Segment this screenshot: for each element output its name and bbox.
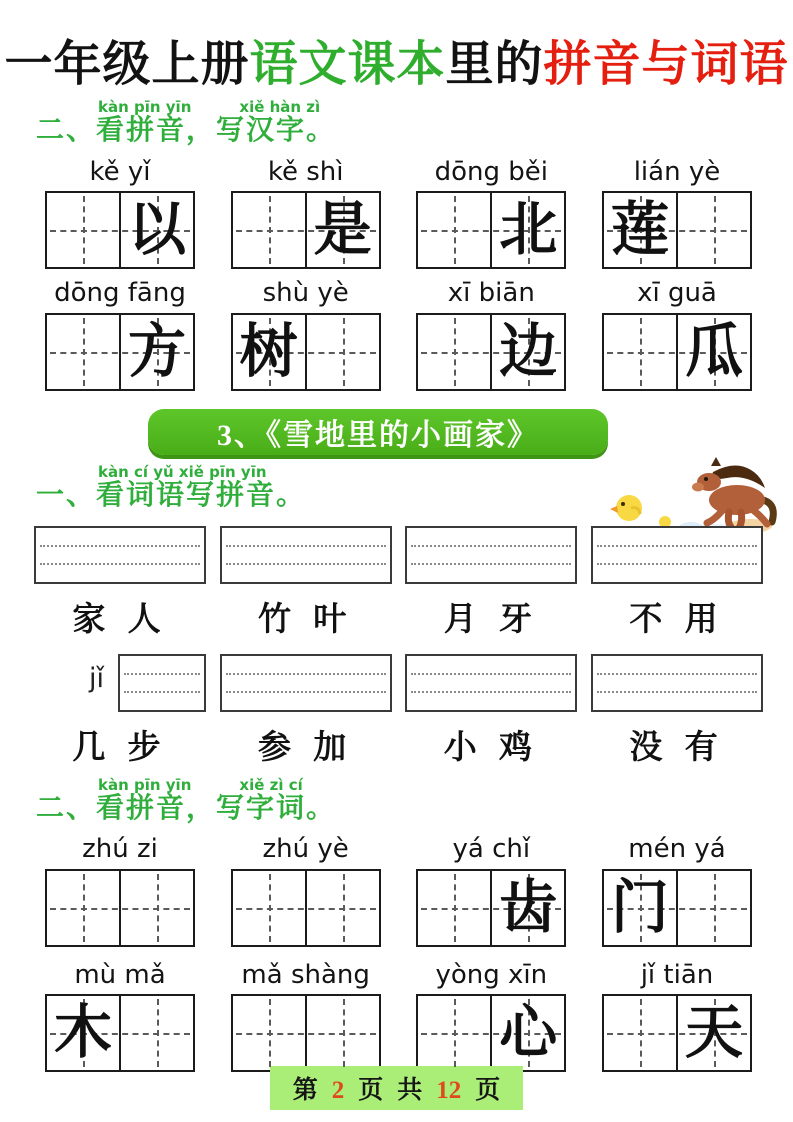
writing-cell (490, 315, 564, 389)
section-write-hanzi (36, 100, 793, 147)
writing-box (45, 994, 195, 1072)
answer-character: 方 (127, 318, 186, 384)
title-part-topic: 拼音与词语 (543, 38, 789, 91)
word-label: 参 加 (258, 729, 354, 766)
writing-box (45, 191, 195, 269)
section-pinyin-right: xiě hàn zì (239, 98, 321, 117)
writing-cell (119, 996, 193, 1070)
answer-character: 心 (499, 1000, 558, 1066)
answer-character: 门 (610, 874, 669, 940)
pinyin-label: dōng fāng (54, 278, 186, 309)
answer-character: 天 (684, 1000, 743, 1066)
writing-cell (604, 193, 676, 267)
pinyin-label: shù yè (262, 278, 349, 309)
writing-box (416, 313, 566, 391)
writing-cell (676, 315, 750, 389)
pinyin-writing-box (220, 526, 392, 584)
writing-box (416, 994, 566, 1072)
hanzi-row (0, 961, 793, 1073)
writing-cell (418, 193, 490, 267)
section-pinyin (98, 100, 793, 115)
writing-cell (418, 315, 490, 389)
writing-cell (418, 996, 490, 1070)
pinyin-label: yòng xīn (435, 959, 548, 990)
pinyin-label: dōng běi (434, 156, 548, 187)
section-label: 一、看词语写拼音。 (36, 479, 307, 511)
writing-cell (604, 996, 676, 1070)
hanzi-item (44, 158, 196, 270)
writing-box (45, 313, 195, 391)
writing-box (416, 191, 566, 269)
writing-cell (604, 315, 676, 389)
hanzi-item (230, 961, 382, 1073)
hanzi-row (0, 158, 793, 270)
hanzi-row (0, 835, 793, 947)
section-pinyin (98, 462, 793, 481)
writing-box (45, 869, 195, 947)
answer-character: 莲 (610, 197, 669, 263)
writing-cell (490, 996, 564, 1070)
hanzi-item (415, 835, 567, 947)
pinyin-label: mù mǎ (74, 959, 166, 990)
hanzi-item (230, 158, 382, 270)
hanzi-item (44, 961, 196, 1073)
word-row (0, 593, 793, 640)
pinyin-label: xī biān (447, 278, 535, 309)
title-part-middle: 里的 (445, 38, 544, 91)
pinyin-writing-box (405, 526, 577, 584)
writing-cell (490, 871, 564, 945)
lesson-banner-label: 3、《雪地里的小画家》 (217, 418, 539, 452)
writing-box (602, 313, 752, 391)
word-label: 不 用 (629, 601, 725, 638)
pinyin-label: mén yá (628, 834, 726, 865)
title-part-subject: 语文课本 (249, 38, 446, 91)
writing-cell (305, 315, 379, 389)
prefilled-pinyin-answer: jǐ (88, 663, 104, 695)
writing-cell (490, 193, 564, 267)
writing-cell (47, 193, 119, 267)
section-write-words (36, 775, 793, 825)
hanzi-item (601, 158, 753, 270)
section-label: 二、看拼音，写汉字。 (36, 115, 337, 147)
pinyin-writing-box (220, 654, 392, 712)
section-write-pinyin (36, 462, 793, 512)
hanzi-item (415, 279, 567, 391)
answer-character: 北 (499, 197, 558, 263)
hanzi-item (230, 835, 382, 947)
writing-box (602, 994, 752, 1072)
pinyin-label: xī guā (637, 278, 717, 309)
footer-suffix: 页 (475, 1077, 501, 1104)
pinyin-writing-box (34, 526, 206, 584)
writing-cell (233, 871, 305, 945)
word-label: 家 人 (72, 601, 168, 638)
writing-cell (47, 871, 119, 945)
answer-character: 边 (499, 318, 558, 384)
word-label: 小 鸡 (443, 729, 539, 766)
writing-cell (233, 315, 305, 389)
pinyin-label: jǐ tiān (640, 959, 714, 990)
footer-page-number: 2 (331, 1077, 345, 1104)
pinyin-writing-box (591, 654, 763, 712)
writing-cell (676, 193, 750, 267)
hanzi-item (44, 279, 196, 391)
page-indicator (270, 1066, 524, 1110)
writing-cell (604, 871, 676, 945)
writing-box (231, 994, 381, 1072)
writing-cell (119, 871, 193, 945)
hanzi-item (415, 961, 567, 1073)
hanzi-item (415, 158, 567, 270)
section-pinyin-left: kàn pīn yīn (98, 98, 192, 117)
pinyin-label: yá chǐ (452, 834, 531, 865)
answer-character: 瓜 (684, 318, 743, 384)
footer-mid1: 页 (358, 1077, 384, 1104)
writing-box (416, 869, 566, 947)
writing-cell (676, 871, 750, 945)
pinyin-writing-row (0, 526, 793, 584)
writing-box (602, 191, 752, 269)
writing-box (231, 313, 381, 391)
word-label: 竹 叶 (258, 601, 354, 638)
writing-cell (676, 996, 750, 1070)
writing-box (231, 191, 381, 269)
pinyin-label: zhú zi (82, 834, 158, 865)
pinyin-label: lián yè (633, 156, 721, 187)
writing-cell (305, 193, 379, 267)
pinyin-label: kě yǐ (89, 156, 151, 187)
answer-character: 齿 (499, 874, 558, 940)
footer-prefix: 第 (292, 1077, 318, 1104)
hanzi-item (44, 835, 196, 947)
hanzi-item (601, 835, 753, 947)
pinyin-writing-box (405, 654, 577, 712)
writing-cell (305, 996, 379, 1070)
footer-mid2: 共 (397, 1077, 423, 1104)
answer-character: 木 (53, 1000, 112, 1066)
pinyin-label: kě shì (267, 156, 344, 187)
section-pinyin (98, 775, 793, 794)
page-title (0, 0, 793, 90)
hanzi-item (601, 961, 753, 1073)
writing-cell (119, 315, 193, 389)
pinyin-writing-box (591, 526, 763, 584)
lesson-banner (148, 409, 608, 455)
hanzi-item (601, 279, 753, 391)
writing-box (231, 869, 381, 947)
title-part-grade: 一年级上册 (4, 38, 250, 91)
writing-cell (305, 871, 379, 945)
answer-character: 树 (239, 318, 298, 384)
prefilled-answer-group (34, 654, 206, 712)
section-label: 二、看拼音，写字词。 (36, 792, 337, 824)
writing-cell (233, 996, 305, 1070)
writing-cell (418, 871, 490, 945)
pinyin-label: zhú yè (262, 834, 349, 865)
writing-cell (47, 315, 119, 389)
answer-character: 以 (127, 197, 186, 263)
pinyin-label: mǎ shàng (241, 959, 370, 990)
word-label: 几 步 (72, 729, 168, 766)
section-pinyin-right: xiě zì cí (239, 775, 303, 794)
writing-cell (47, 996, 119, 1070)
word-label: 没 有 (629, 729, 725, 766)
hanzi-row (0, 279, 793, 391)
pinyin-writing-row (0, 654, 793, 712)
writing-box (602, 869, 752, 947)
pinyin-writing-box (118, 654, 206, 712)
word-label: 月 牙 (443, 601, 539, 638)
hanzi-item (230, 279, 382, 391)
word-row (0, 721, 793, 768)
writing-cell (119, 193, 193, 267)
writing-cell (233, 193, 305, 267)
section-pinyin-left: kàn pīn yīn (98, 775, 192, 794)
answer-character: 是 (313, 197, 372, 263)
section-pinyin-text: kàn cí yǔ xiě pīn yīn (98, 462, 267, 481)
page-footer (0, 1066, 793, 1110)
footer-total-pages: 12 (436, 1077, 462, 1104)
